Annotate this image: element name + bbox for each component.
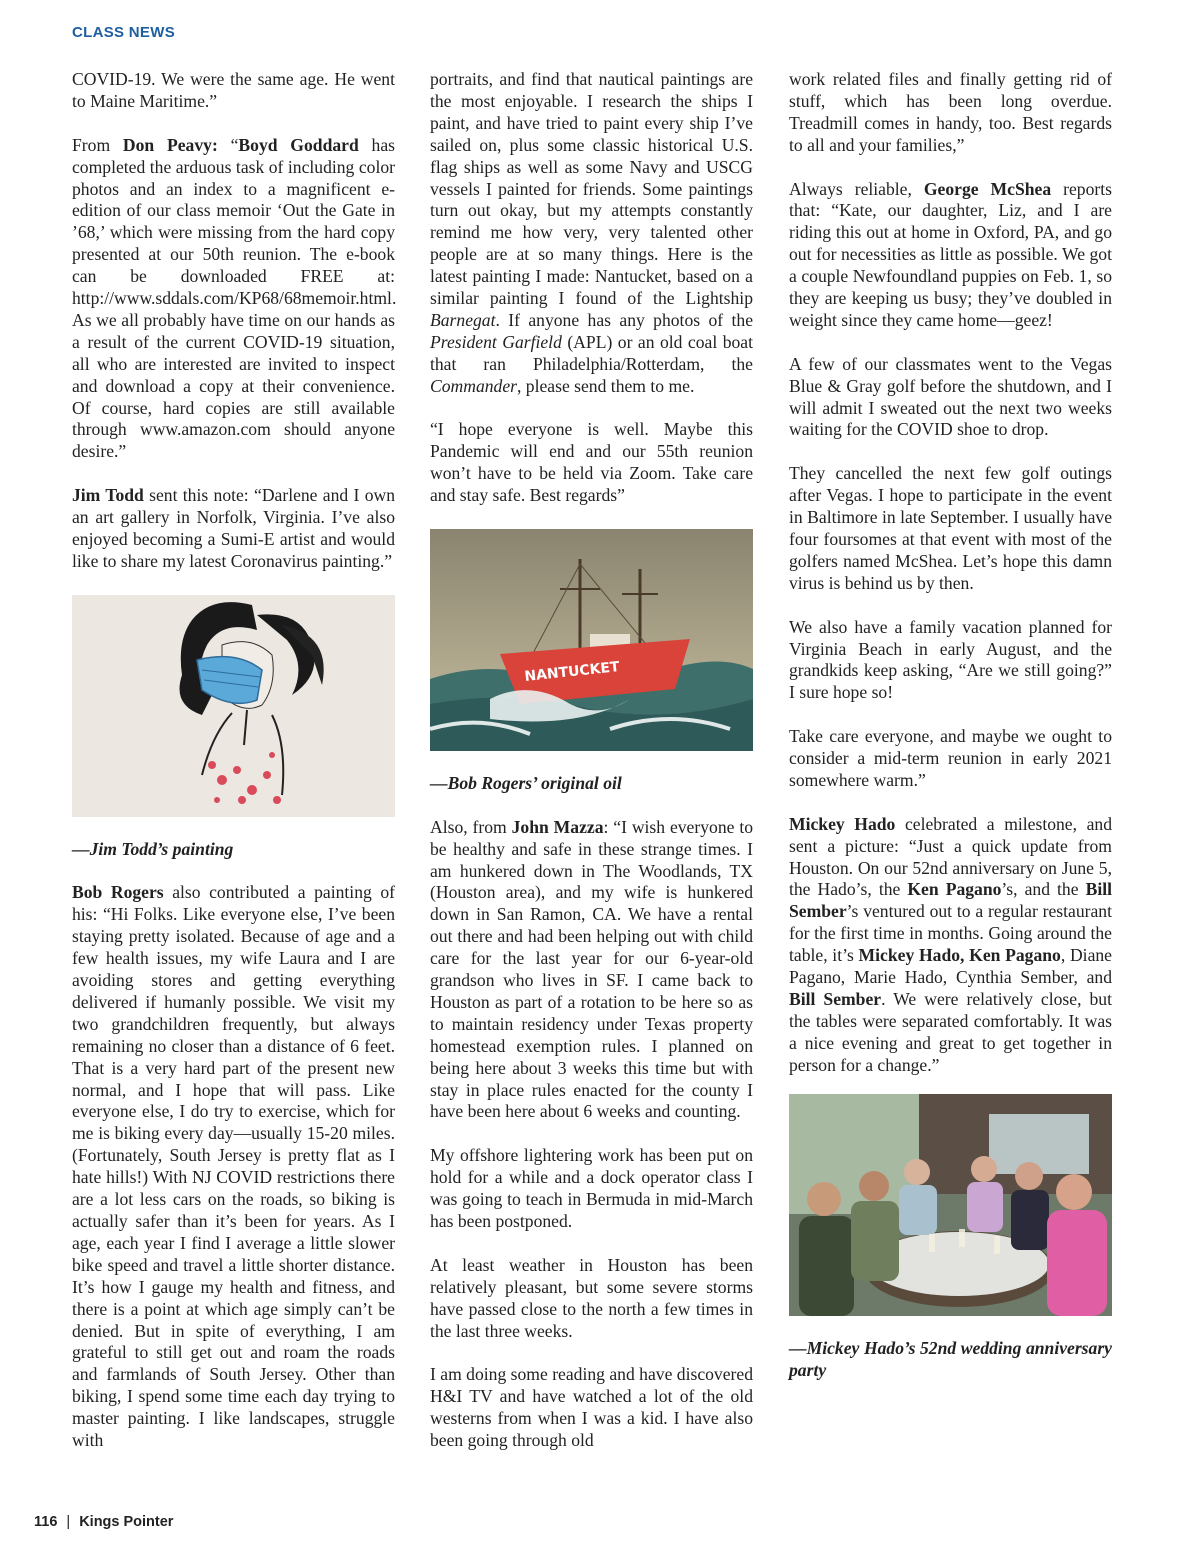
paragraph: They cancelled the next few golf outings after Vegas. I hope to participate in the event in Baltimore in late September. I usually have four foursomes at that event with most of the golfers named McShea. Let’s hope this damn virus is behind us by then. — [789, 463, 1112, 593]
person-name: Bob Rogers — [72, 882, 164, 903]
paragraph: Also, from John Mazza: “I wish everyone to be healthy and safe in these strange times. I am hunkered down in The Woodlands, TX (Houston area), and my wife is hunkered down in San Ramon, CA. We have a rental out there and had been helping out with child care for the last year for our 6-year-old grandson who lives in SF. I came back to Houston as part of a rotation to be here so as to maintain residency under Texas property homestead exemption rules. I planned on being here about 3 weeks this time but with stay in place rules enacted for the county I have been here about 6 weeks and counting. — [430, 816, 754, 1122]
publication-name: Kings Pointer — [79, 1514, 174, 1530]
section-header: CLASS NEWS — [72, 24, 176, 41]
paragraph: COVID-19. We were the same age. He went to Maine Maritime.” — [72, 69, 395, 111]
person-name: Bill Sember — [789, 879, 1112, 922]
image-caption: —Mickey Hado’s 52nd wedding anniversary party — [789, 1338, 1112, 1381]
person-name: Don Peavy: — [122, 134, 218, 155]
paragraph: At least weather in Houston has been relatively pleasant, but some severe storms have passed close to the north a few times in the last three weeks. — [430, 1254, 753, 1341]
paragraph: Always reliable, George McShea reports that: “Kate, our daughter, Liz, and I are riding this out at home in Oxford, PA, and go out for necessities as little as possible. We got a couple Newfoundland puppies on Feb. 1, so they are keeping us busy; they’ve doubled in weight since they came home—geez! — [789, 178, 1112, 330]
paragraph: Take care everyone, and maybe we ought to consider a mid-term reunion in early 2021 somewhere warm.” — [789, 726, 1112, 790]
paragraph: Jim Todd sent this note: “Darlene and I own an art gallery in Norfolk, Virginia. I’ve also enjoyed becoming a Sumi-E artist and would like to share my latest Coronavirus painting.” — [72, 485, 395, 571]
footer-separator: | — [66, 1514, 71, 1530]
paragraph: “I hope everyone is well. Maybe this Pandemic will end and our 55th reunion won’t have to be held via Zoom. Take care and stay safe. Best regards” — [430, 419, 753, 506]
image-caption: —Bob Rogers’ original oil — [430, 772, 622, 793]
paragraph: Bob Rogers also contributed a painting of his: “Hi Folks. Like everyone else, I’ve been staying pretty isolated. Because of age and a few health issues, my wife Laura and I are avoiding stores and getting everything delivered if humanly possible. We visit my two grandchildren frequently, but always remaining no closer than a distance of 6 feet. That is a very hard part of the present new normal, and I hope that will pass. Like everyone else, I do try to exercise, which for me is biking every day—usually 15-20 miles. (Fortunately, South Jersey is pretty flat as I hate hills!) With NJ COVID restrictions there are a lot less cars on the roads, so biking is actually safer than it’s been for years. As I age, each year I find I average a little slower bike speed and travel a little shorter distance. It’s how I gauge my health and fitness, and there is a point at which age simply can’t be denied. But in spite of everything, I am grateful to still get out and roam the roads and farmlands of South Jersey. Other than biking, I spend some time each day trying to master painting. I like landscapes, struggle with — [72, 882, 395, 1451]
paragraph: I am doing some reading and have discovered H&I TV and have watched a lot of the old westerns from when I was a kid. I have also been going through old — [430, 1364, 753, 1451]
paragraph: portraits, and find that nautical paintings are the most enjoyable. I research the ships I paint, and have tried to paint every ship I’ve sailed on, plus some classic historical U.S. flag ships as well as some Navy and USCG vessels I painted for friends. Some paintings turn out okay, but my attempts constantly remind me how very, very talented other people are at so many things. Here is the latest painting I made: Nantucket, based on a similar painting I found of the Lightship Barnegat. If anyone has any photos of the President Garfield (APL) or an old coal boat that ran Philadelphia/Rotterdam, the Commander, please send them to me. — [430, 69, 753, 396]
image-caption: —Jim Todd’s painting — [72, 838, 234, 859]
person-name: Mickey Hado, Ken Pagano — [858, 945, 1061, 966]
column-1 — [72, 69, 395, 1474]
person-name: Jim Todd — [72, 485, 144, 506]
person-name: Bill Sember — [789, 988, 882, 1009]
page-number: 116 — [34, 1514, 58, 1530]
paragraph: A few of our classmates went to the Vegas Blue & Gray golf before the shutdown, and I will admit I sweated out the next two weeks waiting for the COVID shoe to drop. — [789, 353, 1112, 440]
paragraph: Mickey Hado celebrated a milestone, and sent a picture: “Just a quick update from Houston. On our 52nd anniversary on June 5, the Hado’s, the Ken Pagano’s, and the Bill Sember’s ventured out to a regular restaurant for the first time in months. Going around the table, it’s Mickey Hado, Ken Pagano, Diane Pagano, Marie Hado, Cynthia Sember, and Bill Sember. We were relatively close, but the tables were separated comfortably. It was a nice evening and great to get together in person for a change.” — [789, 813, 1113, 1075]
paragraph: We also have a family vacation planned for Virginia Beach in early August, and the grandkids keep asking, “Are we still going?” I sure hope so! — [789, 616, 1112, 703]
column-3 — [789, 69, 1112, 1404]
person-name: Ken Pagano — [907, 879, 1002, 900]
ship-hull-lettering: NANTUCKET — [523, 659, 621, 685]
paragraph: My offshore lightering work has been put on hold for a while and a dock operator class I was going to teach in Bermuda in mid-March has been postponed. — [430, 1145, 753, 1231]
nantucket-lightship-painting-image — [430, 529, 753, 751]
page-footer — [34, 1514, 173, 1530]
jim-todd-painting-image — [72, 595, 395, 817]
paragraph: work related files and finally getting rid of stuff, which has been long overdue. Treadmill comes in handy, too. Best regards to all and your families,” — [789, 69, 1112, 155]
anniversary-party-photo — [789, 1094, 1112, 1316]
paragraph: From Don Peavy: “Boyd Goddard has completed the arduous task of including color photos and an index to a magnificent e-edition of our class memoir ‘Out the Gate in ’68,’ which were missing from the hard copy presented at our 50th reunion. The e-book can be downloaded FREE at: http://www.sddals.com/KP68/68memoir.html. As we all probably have time on our hands as a result of the current COVID-19 situation, all who are interested are invited to inspect and download a copy at their convenience. Of course, hard copies are still available through www.amazon.com should anyone desire.” — [72, 134, 397, 462]
column-2 — [430, 69, 753, 1474]
person-name: Boyd Goddard — [238, 134, 359, 155]
person-name: George McShea — [923, 178, 1052, 199]
person-name: Mickey Hado — [789, 813, 896, 834]
person-name: John Mazza — [511, 816, 604, 837]
